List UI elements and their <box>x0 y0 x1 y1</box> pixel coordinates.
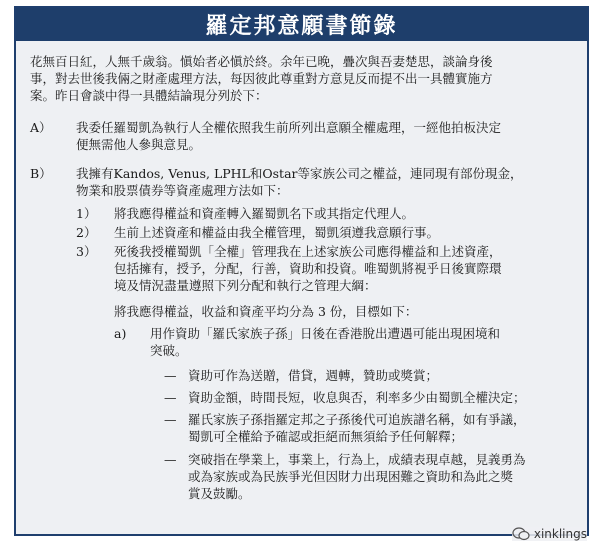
intro-line: 案。昨日會談中得一具體結論現分列於下： <box>30 88 268 103</box>
subitem-3-line: 包括擁有，授予，分配，行善，資助和投資。唯蜀凱將視乎日後實際環 <box>114 261 502 276</box>
bullet-line: 資助金額，時間長短，收息與否，利率多少由蜀凱全權決定； <box>188 390 526 405</box>
section-a-line: 我委任羅蜀凱為執行人全權依照我生前所列出意願全權處理，一經他拍板決定 <box>76 120 502 135</box>
subitem-1-marker: 1） <box>76 206 97 221</box>
subitem-3-line: 境及情況盡量遵照下列分配和執行之管理大綱： <box>114 278 377 293</box>
intro-paragraph <box>30 53 578 104</box>
section-a-line: 便無需他人參與意見。 <box>76 137 202 152</box>
bullet-dash: — <box>164 368 177 383</box>
document-excerpt <box>14 6 589 536</box>
bullet-line: 資助可作為送贈，借貸，週轉，贊助或獎賞； <box>188 368 439 383</box>
bullet-line: 賞及鼓勵。 <box>188 486 251 501</box>
bullet-line: 羅氏家族子孫指羅定邦之子孫後代可追族譜名稱，如有爭議， <box>188 412 526 427</box>
wechat-icon <box>512 527 530 541</box>
intro-line: 花無百日紅，人無千歲翁。愼始者必愼於終。余年已晚，疊次與吾妻楚思，談論身後 <box>30 54 493 69</box>
subitem-a-line: 突破。 <box>150 343 188 358</box>
bullet-dash: — <box>164 452 177 467</box>
section-a-marker: A） <box>30 120 52 135</box>
watermark-text: xinklings <box>533 527 587 541</box>
split-statement-text: 將我應得權益，收益和資產平均分為 3 份，目標如下： <box>114 304 418 319</box>
subitem-3-marker: 3） <box>76 244 97 259</box>
subitem-2-marker: 2） <box>76 225 97 240</box>
bullet-line: 突破指在學業上，事業上，行為上，成績表現卓越，見義勇為 <box>188 452 526 467</box>
subitem-3-line: 死後我授權蜀凱「全權」管理我在上述家族公司應得權益和上述資產， <box>114 244 502 259</box>
bullet-line: 蜀凱可全權給予確認或拒絕而無須給予任何解釋； <box>188 429 464 444</box>
source-watermark <box>512 527 587 541</box>
subitem-1-text: 將我應得權益和資產轉入羅蜀凱名下或其指定代理人。 <box>114 206 415 221</box>
split-statement <box>114 303 417 320</box>
section-b-line: 我擁有Kandos, Venus, LPHL和Ostar等家族公司之權益，連同現有部份現金， <box>76 166 523 181</box>
bullet-line: 或為家族或為民族爭光但因財力出現困難之資助和為此之獎 <box>188 469 514 484</box>
section-b-marker: B） <box>30 166 52 181</box>
subitem-a-marker: a) <box>114 326 127 341</box>
section-b-line: 物業和股票債券等資產處理方法如下： <box>76 183 289 198</box>
subitem-a-line: 用作資助「羅氏家族子孫」日後在香港脫出遭遇可能出現困境和 <box>150 326 501 341</box>
subitem-2-text: 生前上述資產和權益由我全權管理，蜀凱須遵我意願行事。 <box>114 225 440 240</box>
bullet-dash: — <box>164 390 177 405</box>
intro-line: 事，對去世後我倆之財產處理方法，每因彼此尊重對方意見反而提不出一具體實施方 <box>30 71 493 86</box>
document-title: 羅定邦意願書節錄 <box>16 8 587 41</box>
bullet-dash: — <box>164 412 177 427</box>
